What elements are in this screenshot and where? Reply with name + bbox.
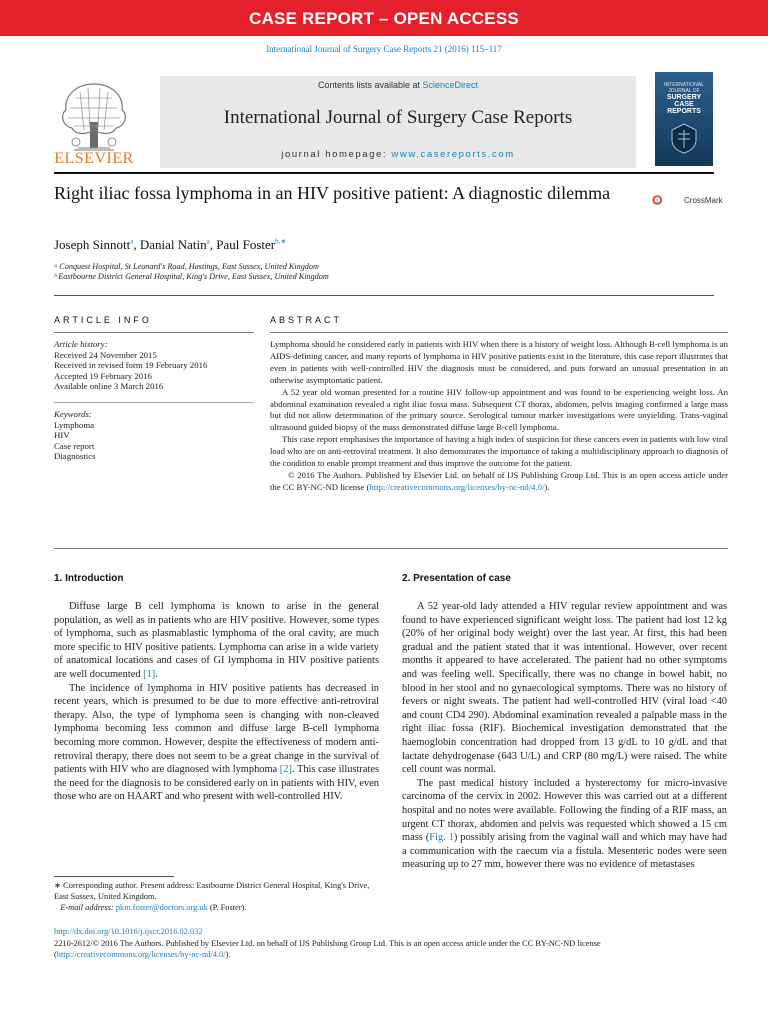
footnote-rule — [54, 876, 174, 877]
footnote-star: ∗ — [54, 881, 62, 890]
homepage-link[interactable]: www.casereports.com — [391, 149, 515, 160]
author-name[interactable]: Joseph Sinnott — [54, 237, 131, 252]
history-item: Available online 3 March 2016 — [54, 381, 164, 391]
email-suffix: (P. Foster). — [207, 902, 247, 912]
cover-title-small: INTERNATIONAL JOURNAL OF — [664, 82, 704, 94]
author-affiliation-mark[interactable]: a — [206, 237, 210, 246]
intro-paragraph — [54, 600, 379, 682]
sciencedirect-link[interactable]: ScienceDirect — [422, 80, 479, 90]
doi-link[interactable]: http://dx.doi.org/10.1016/j.ijscr.2016.02.032 — [54, 927, 203, 936]
open-access-banner: CASE REPORT – OPEN ACCESS — [0, 0, 768, 36]
contents-prefix: Contents lists available at — [317, 80, 423, 90]
abstract-bottom-rule — [54, 548, 728, 549]
keywords-label: Keywords: — [54, 409, 92, 419]
history-item: Received 24 November 2015 — [54, 349, 157, 360]
intro-text: . This case illustrates the need for the diagnosis to be considered early on in patients with HIV, even those who are on HAART and who present with well-controlled HIV. — [54, 764, 380, 803]
author-name[interactable]: Danial Natin — [139, 237, 207, 252]
journal-citation[interactable]: International Journal of Surgery Case Reports 21 (2016) 115–117 — [266, 44, 502, 54]
intro-text: Diffuse large B cell lymphoma is known to arise in the general population, as well as in patients who are HIV positive. However, some types of lymphoma, such as plasmablastic lymphoma of the oral cavity, are much more specific to HIV positive patients. Lymphoma can arise in a wide variety of anatomical locations and cases of GI lymphoma in HIV positive patients are well documented — [54, 601, 379, 680]
contents-line — [160, 80, 636, 90]
figure-link[interactable]: Fig. 1 — [429, 832, 454, 844]
copyright-end: ). — [225, 950, 231, 959]
journal-name: International Journal of Surgery Case Reports — [223, 107, 573, 128]
abstract-heading: ABSTRACT — [270, 315, 343, 325]
corresponding-author-footnote — [54, 881, 380, 913]
presentation-text: ) possibly arising from the vaginal wall and which may have had a communication with the caecum via a fistula. Mesenteric nodes were seen measuring up to 27 mm, however there was no evidence of metastases — [402, 832, 727, 871]
presentation-paragraph — [402, 777, 727, 872]
article-history — [54, 339, 207, 392]
reference-link[interactable]: [2] — [279, 764, 292, 776]
copyright-license-link[interactable]: http://creativecommons.org/licenses/by-nc-nd/4.0/ — [56, 950, 226, 959]
author-affiliation-mark[interactable]: a — [130, 237, 134, 246]
keyword: HIV — [54, 430, 70, 440]
introduction-heading: 1. Introduction — [54, 573, 124, 584]
intro-paragraph — [54, 682, 379, 804]
license-link[interactable]: http://creativecommons.org/licenses/by-nc-nd/4.0/ — [369, 481, 545, 492]
affiliation-a: ᵃ Conquest Hospital, St Leonard's Road, Hastings, East Sussex, United Kingdom — [54, 262, 319, 271]
author-affiliation-mark[interactable]: b,∗ — [275, 237, 287, 246]
keyword: Lymphoma — [54, 419, 95, 430]
crossmark-icon[interactable] — [652, 186, 682, 214]
abstract-paragraph: A 52 year old woman presented for a routine HIV follow-up appointment and was found to be experiencing weight loss. An abdominal examination revealed a right iliac fossa mass. Subsequent CT thorax, abdomen, pelvis imaging confirmed a large mass but did not allow determination of the primary source. Serological tumour marker investigations were unyielding. Trans-vaginal ultrasound guided biopsy of the mass demonstrated diffuse large B-cell lymphoma. — [270, 386, 728, 433]
keyword: Case report — [54, 440, 95, 451]
journal-homepage — [160, 149, 636, 160]
cover-title — [659, 82, 709, 115]
article-info-heading: ARTICLE INFO — [54, 315, 152, 325]
keywords — [54, 409, 96, 462]
license-text: © 2016 The Authors. Published by Elsevier Ltd. on behalf of IJS Publishing Group Ltd. This is an open access article under the CC BY-NC-ND license ( — [270, 469, 728, 492]
copyright-notice — [54, 938, 728, 960]
keywords-rule — [54, 402, 254, 403]
reference-link[interactable]: [1] — [143, 668, 156, 680]
presentation-heading: 2. Presentation of case — [402, 573, 511, 584]
cover-emblem-icon — [669, 122, 699, 154]
presentation-body — [402, 600, 727, 872]
intro-text: The incidence of lymphoma in HIV positive patients has decreased in recent years, which is presumed to be due to more effective anti-retroviral therapy. Also, the type of lymphoma seen is changing with non-cleaved lymphoma becoming less common and diffuse large B-cell lymphoma becoming more common. However, despite the effectiveness of modern anti-retroviral therapy, there does not seem to be a great change in the survival of patients with HIV who are diagnosed with lymphoma — [54, 682, 379, 776]
author-email-link[interactable]: pkm.foster@doctors.org.uk — [115, 902, 208, 912]
journal-cover-image — [655, 72, 713, 166]
copyright-text: 2210-2612/© 2016 The Authors. Published by Elsevier Ltd. on behalf of IJS Publishing Group Ltd. This is an open access article under the CC BY-NC-ND license ( — [54, 939, 601, 959]
intro-text: . — [155, 668, 158, 680]
abstract-text — [270, 339, 728, 494]
abstract-rule — [270, 332, 728, 333]
author-name[interactable]: Paul Foster — [216, 237, 276, 252]
presentation-paragraph: A 52 year-old lady attended a HIV regular review appointment and was found to have experienced significant weight loss. The patient had lost 12 kg (20% of her original body weight) over the last year. At first, this had been gradual and the patient stated that it was intentional. However, over recent months it appeared to have accelerated. The patient had no other symptoms and was feeling well. Specifically, there was no change in bowel habit, no blood in her stool and no gynaecological symptoms. There was no history of fevers or night sweats. The patient had well-controlled HIV (viral load <40 and count CD4 290). Abdominal examination revealed a palpable mass in the right iliac fossa (RIF). Biochemical investigation demonstrated that the haemoglobin concentration had dropped from 13 g/dL to 10 g/dL and that lactate dehydrogenase (643 U/L) and CRP (80 mg/L) were raised. The white cell count was normal. — [402, 601, 727, 776]
presentation-text: The past medical history included a hysterectomy for micro-invasive carcinoma of the cervix in 2002. However this was carried out at a different hospital and no notes were available. Following the finding of a RIF mass, an urgent CT thorax, abdomen and pelvis was requested which showed a 15 cm mass ( — [402, 777, 727, 844]
cover-title-big: SURGERY CASE REPORTS — [666, 94, 702, 115]
history-label: Article history: — [54, 339, 108, 349]
info-rule — [54, 332, 254, 333]
abstract-paragraph: Lymphoma should be considered early in patients with HIV when there is a history of weight loss. Although B-cell lymphoma is an AIDS-defining cancer, and many reports of lymphoma in HIV positive patients exist in the literature, this case report illustrates that even in patients with well-controlled HIV the diagnosis must be considered, and puts forward an unusual presentation in an otherwise asymptomatic patient. — [270, 339, 728, 385]
article-title: Right iliac fossa lymphoma in an HIV positive patient: A diagnostic dilemma — [54, 183, 611, 203]
header-rule — [54, 172, 714, 174]
crossmark-label[interactable]: CrossMark — [684, 196, 723, 205]
license-end: ). — [544, 481, 550, 492]
author-list: Joseph Sinnott$^a$, Danial Natin$^a$, Paul Foster$^{b,∗}$ — [54, 237, 287, 252]
introduction-body — [54, 600, 379, 804]
footnote-text: Corresponding author. Present address: Eastbourne District General Hospital, King's Drive, East Sussex, United Kingdom. — [54, 881, 370, 901]
history-item: Accepted 19 February 2016 — [54, 370, 152, 381]
section-rule — [54, 295, 714, 296]
abstract-paragraph: This case report emphasises the importance of having a high index of suspicion for these cancers even in patients with low viral load who are on anti-retroviral treatment. It also demonstrates the importance of taking a multidisciplinary approach to diagnosis of the condition to enable prompt treatment and thus improve the outcome for the patient. — [270, 434, 728, 469]
history-item: Received in revised form 19 February 2016 — [54, 360, 208, 370]
keyword: Diagnostics — [54, 451, 96, 461]
journal-header — [160, 76, 636, 168]
affiliation-b: ᵇ Eastbourne District General Hospital, King's Drive, East Sussex, United Kingdom — [54, 272, 329, 281]
elsevier-wordmark: ELSEVIER — [54, 150, 134, 167]
homepage-prefix: journal homepage: — [281, 149, 392, 160]
abstract-license — [270, 470, 728, 494]
email-label: E-mail address: — [60, 902, 116, 912]
